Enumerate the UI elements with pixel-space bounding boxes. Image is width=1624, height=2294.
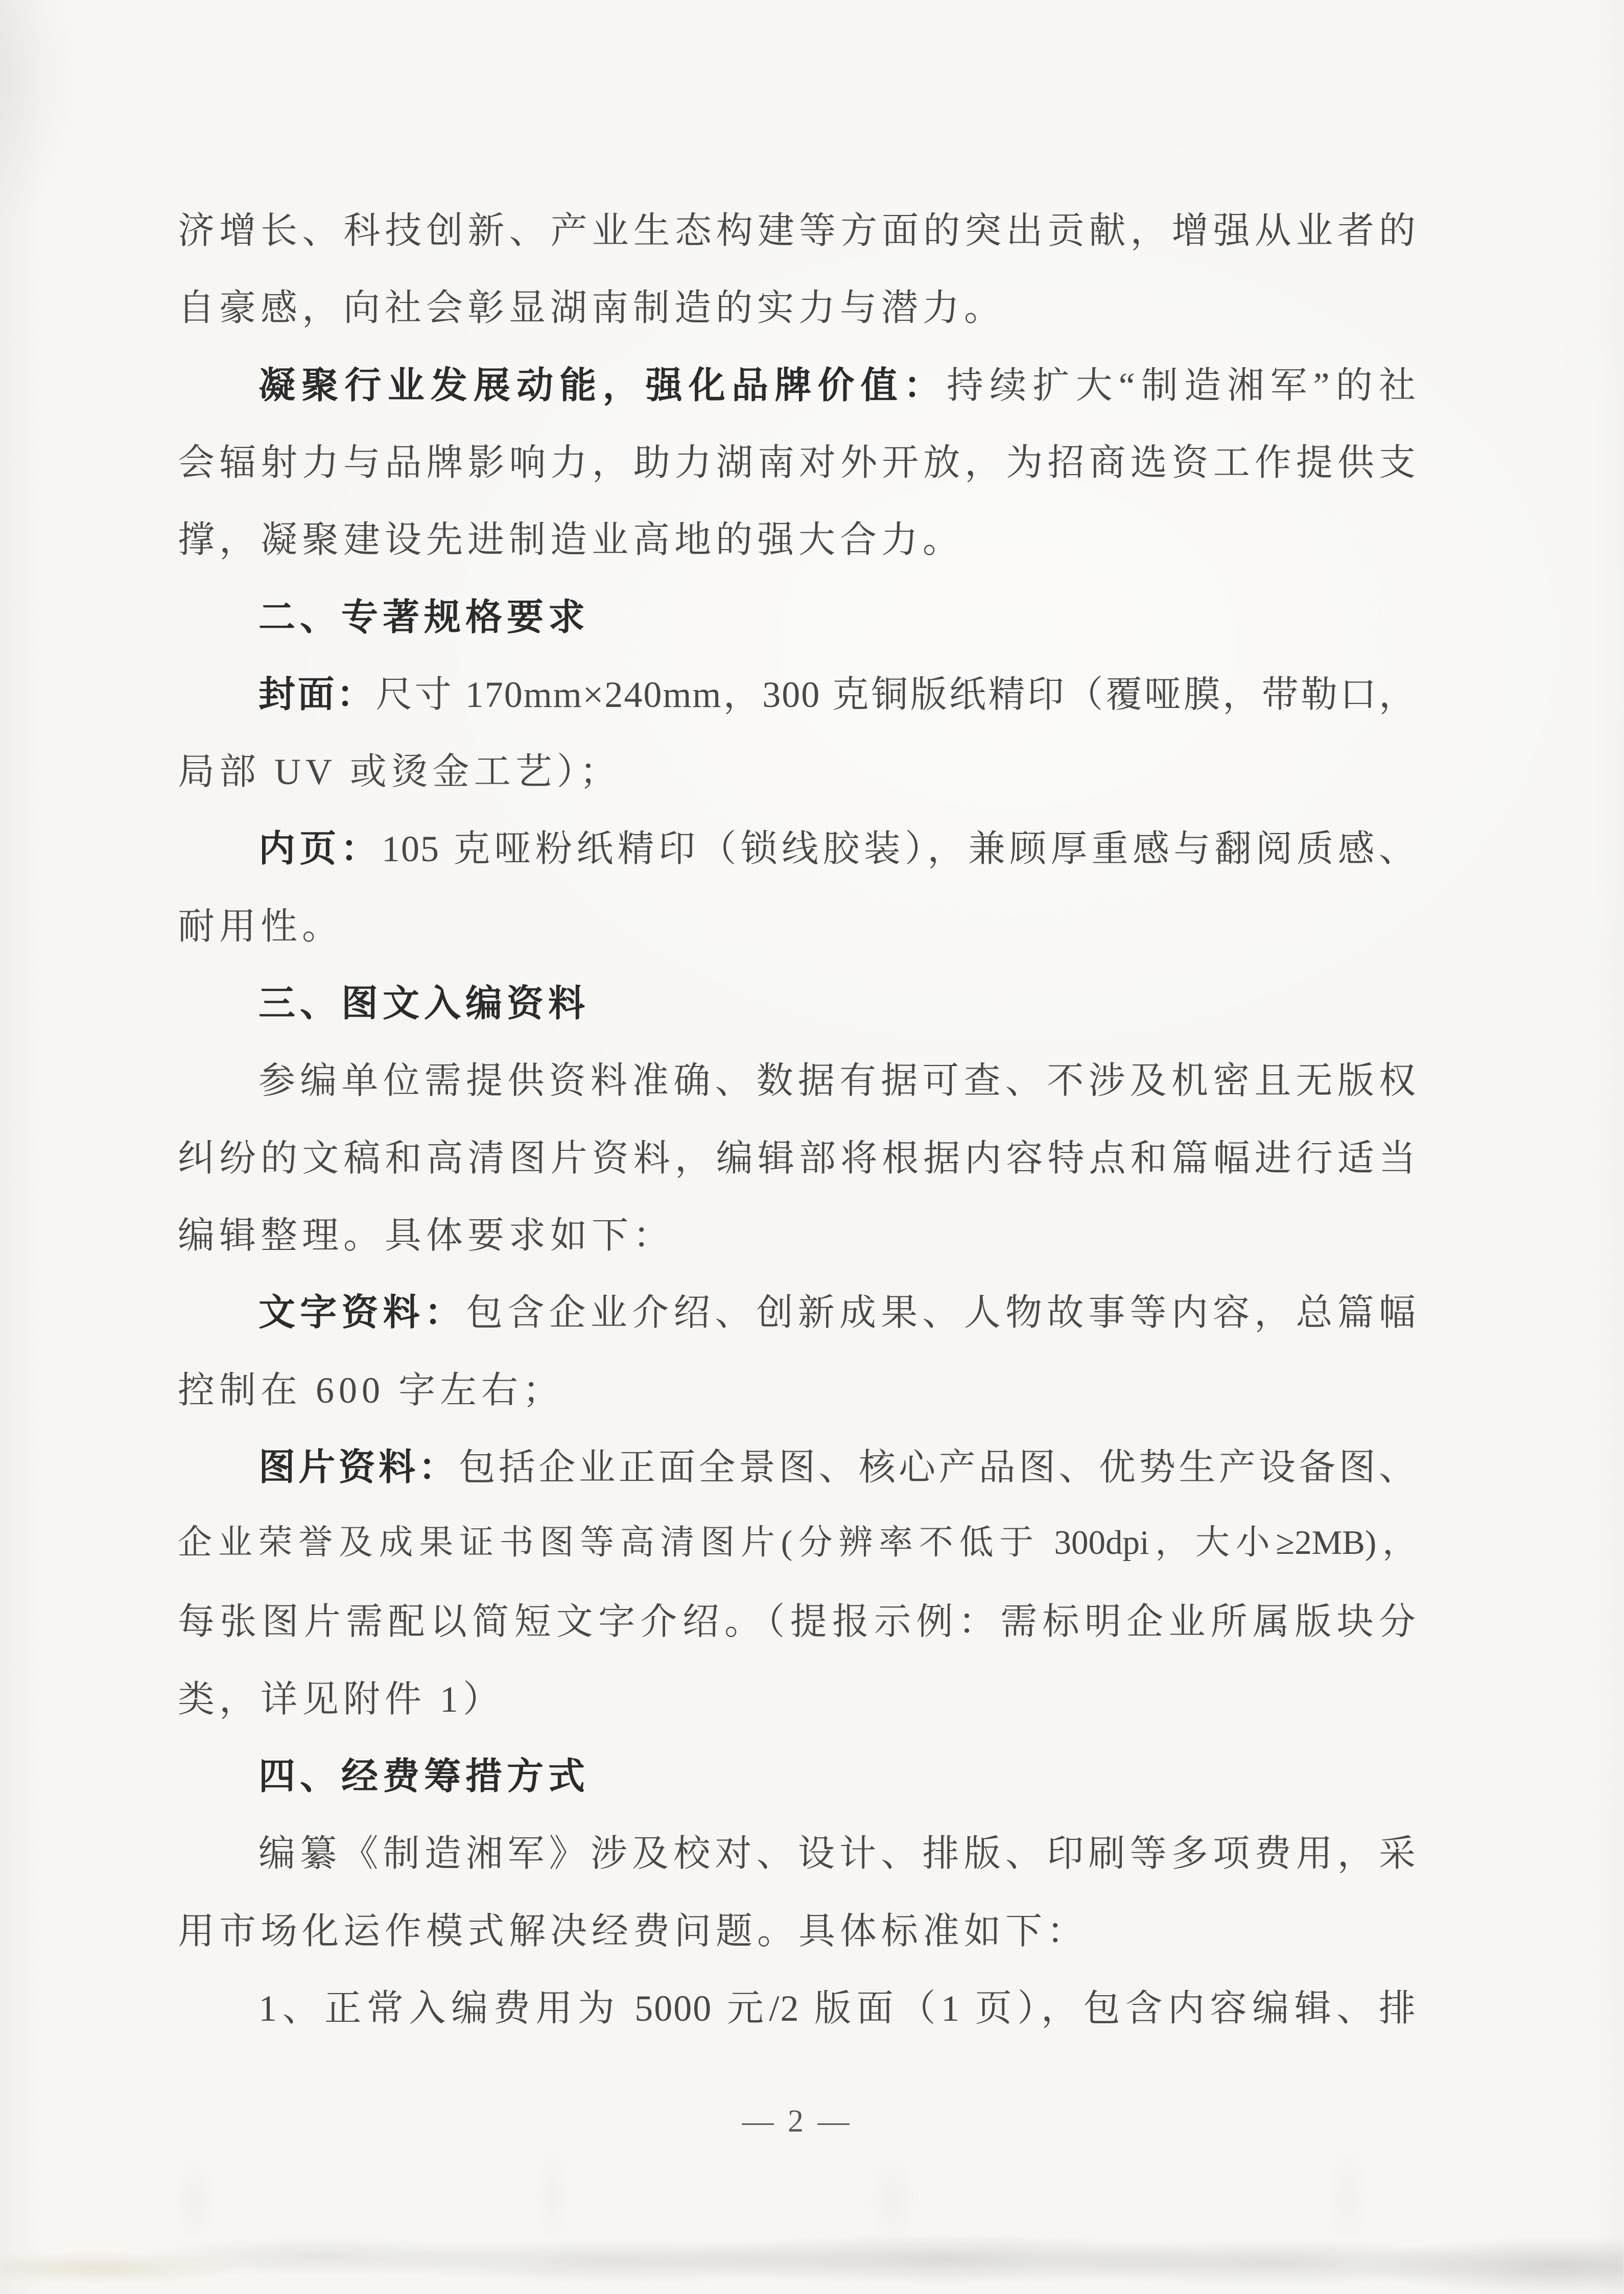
- body-text: 会辐射力与品牌影响力，助力湖南对外开放，为招商选资工作提供支: [178, 442, 1417, 483]
- page-number: — 2 —: [742, 2104, 853, 2139]
- text-line-2: [178, 280, 1417, 336]
- text-line-4: [178, 435, 1417, 490]
- text-line-14: [178, 1208, 1417, 1263]
- text-line-24: [178, 1981, 1417, 2036]
- text-line-7: [178, 667, 1417, 722]
- text-line-8: [178, 744, 1417, 799]
- body-text: 持续扩大“制造湘军”的社: [947, 365, 1417, 406]
- text-line-9: [178, 821, 1417, 877]
- text-line-16: [178, 1363, 1417, 1418]
- body-text: 参编单位需提供资料准确、数据有据可查、不涉及机密且无版权: [258, 1060, 1417, 1102]
- body-text: 自豪感，向社会彰显湖南制造的实力与潜力。: [178, 288, 1006, 329]
- text-line-5: [178, 512, 1417, 567]
- text-line-1: [178, 203, 1417, 258]
- body-text: 编纂《制造湘军》涉及校对、设计、排版、印刷等多项费用，采: [258, 1833, 1417, 1875]
- bold-lead-text: 内页：: [258, 829, 382, 870]
- text-line-6: [178, 590, 1417, 645]
- body-text: 用市场化运作模式解决经费问题。具体标准如下：: [178, 1910, 1089, 1952]
- body-text: 耐用性。: [178, 906, 344, 947]
- text-line-12: [178, 1053, 1417, 1108]
- body-text: 编辑整理。具体要求如下：: [178, 1215, 675, 1256]
- bold-lead-text: 三、图文入编资料: [258, 983, 590, 1024]
- text-line-23: [178, 1904, 1417, 1959]
- body-text: 1、正常入编费用为 5000 元/2 版面（1 页），包含内容编辑、排: [258, 1988, 1417, 2029]
- scan-corner-smudge: [0, 0, 153, 255]
- body-text: 包括企业正面全景图、核心产品图、优势生产设备图、: [458, 1447, 1417, 1488]
- text-line-22: [178, 1826, 1417, 1881]
- text-line-20: [178, 1672, 1417, 1727]
- body-text: 济增长、科技创新、产业生态构建等方面的突出贡献，增强从业者的: [178, 210, 1417, 251]
- body-text: 每张图片需配以简短文字介绍。（提报示例：需标明企业所属版块分: [178, 1601, 1417, 1643]
- text-line-15: [178, 1285, 1417, 1340]
- text-line-13: [178, 1131, 1417, 1186]
- bold-lead-text: 文字资料：: [258, 1292, 466, 1334]
- body-text: 局部 UV 或烫金工艺）；: [178, 751, 621, 793]
- bold-lead-text: 凝聚行业发展动能，强化品牌价值：: [258, 365, 947, 406]
- bold-lead-text: 封面：: [258, 674, 376, 715]
- bold-lead-text: 二、专著规格要求: [258, 597, 590, 638]
- body-text: 尺寸 170mm×240mm，300 克铜版纸精印（覆哑膜，带勒口，: [375, 674, 1417, 715]
- body-text: 控制在 600 字左右；: [178, 1369, 564, 1411]
- text-line-18: [178, 1517, 1417, 1569]
- body-text: 类，详见附件 1）: [178, 1678, 505, 1720]
- text-line-17: [178, 1440, 1417, 1495]
- bold-lead-text: 四、经费筹措方式: [258, 1756, 590, 1797]
- body-text: 纠纷的文稿和高清图片资料，编辑部将根据内容特点和篇幅进行适当: [178, 1138, 1417, 1179]
- scan-noise-band: [0, 2212, 1624, 2294]
- body-text: 撑，凝聚建设先进制造业高地的强大合力。: [178, 519, 964, 561]
- text-line-21: [178, 1749, 1417, 1804]
- text-line-11: [178, 976, 1417, 1031]
- body-text: 105 克哑粉纸精印（锁线胶装），兼顾厚重感与翻阅质感、: [382, 829, 1417, 870]
- body-text: 包含企业介绍、创新成果、人物故事等内容，总篇幅: [466, 1292, 1417, 1334]
- bold-lead-text: 图片资料：: [258, 1447, 459, 1488]
- text-line-3: [178, 358, 1417, 413]
- text-line-10: [178, 899, 1417, 954]
- body-text: 企业荣誉及成果证书图等高清图片(分辨率不低于 300dpi，大小≥2MB)，: [178, 1524, 1417, 1562]
- text-line-19: [178, 1594, 1417, 1649]
